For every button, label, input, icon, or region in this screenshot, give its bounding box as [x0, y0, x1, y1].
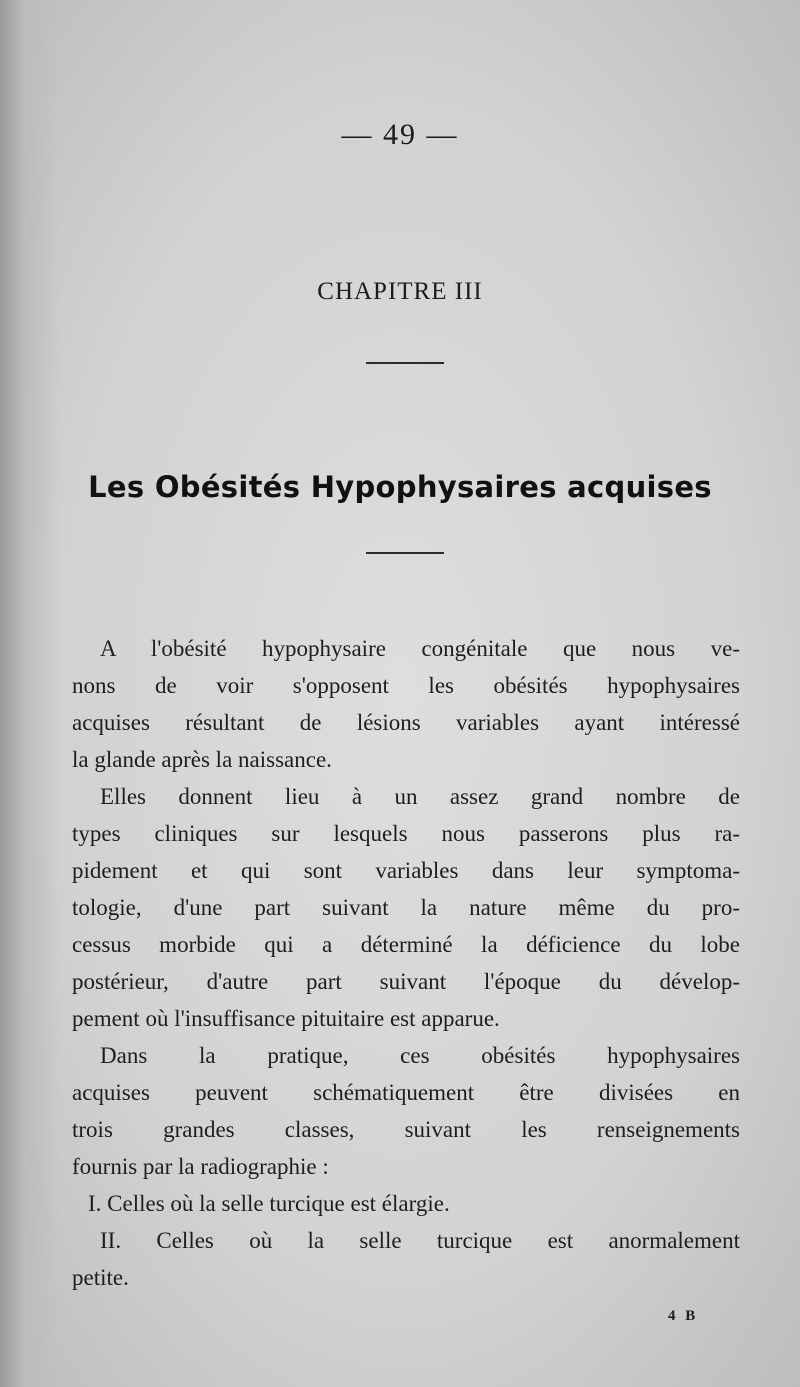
text-line: pidement et qui sont variables dans leur symptoma- — [72, 858, 740, 883]
list-item: I. Celles où la selle turcique est élargie. — [88, 1191, 450, 1216]
list-item: II. Celles où la selle turcique est anormalement — [100, 1228, 740, 1253]
divider-rule — [366, 362, 444, 364]
binding-shadow — [0, 0, 60, 1387]
text-line: types cliniques sur lesquels nous passerons plus ra- — [72, 821, 740, 846]
text-line: cessus morbide qui a déterminé la déficience du lobe — [72, 932, 740, 957]
text-line: A l'obésité hypophysaire congénitale que nous ve- — [100, 636, 740, 661]
text-line: fournis par la radiographie : — [72, 1154, 329, 1179]
text-line: trois grandes classes, suivant les renseignements — [72, 1117, 740, 1142]
text-line: la glande après la naissance. — [72, 747, 332, 772]
list-item-continuation: petite. — [72, 1265, 129, 1290]
chapter-title: Les Obésités Hypophysaires acquises — [88, 470, 712, 504]
text-line: acquises peuvent schématiquement être divisées en — [72, 1080, 740, 1105]
chapter-heading: CHAPITRE III — [317, 278, 483, 305]
page-number: — 49 — — [341, 118, 459, 151]
text-line: postérieur, d'autre part suivant l'époque du dévelop- — [72, 969, 740, 994]
text-line: Dans la pratique, ces obésités hypophysaires — [100, 1043, 740, 1068]
body-text — [72, 630, 740, 1296]
signature-mark: 4 B — [668, 1308, 699, 1324]
divider-rule — [366, 552, 444, 554]
text-line: nons de voir s'opposent les obésités hypophysaires — [72, 673, 740, 698]
text-line: acquises résultant de lésions variables ayant intéressé — [72, 710, 740, 735]
text-line: pement où l'insuffisance pituitaire est apparue. — [72, 1006, 500, 1031]
text-line: tologie, d'une part suivant la nature même du pro- — [72, 895, 740, 920]
text-line: Elles donnent lieu à un assez grand nombre de — [100, 784, 740, 809]
